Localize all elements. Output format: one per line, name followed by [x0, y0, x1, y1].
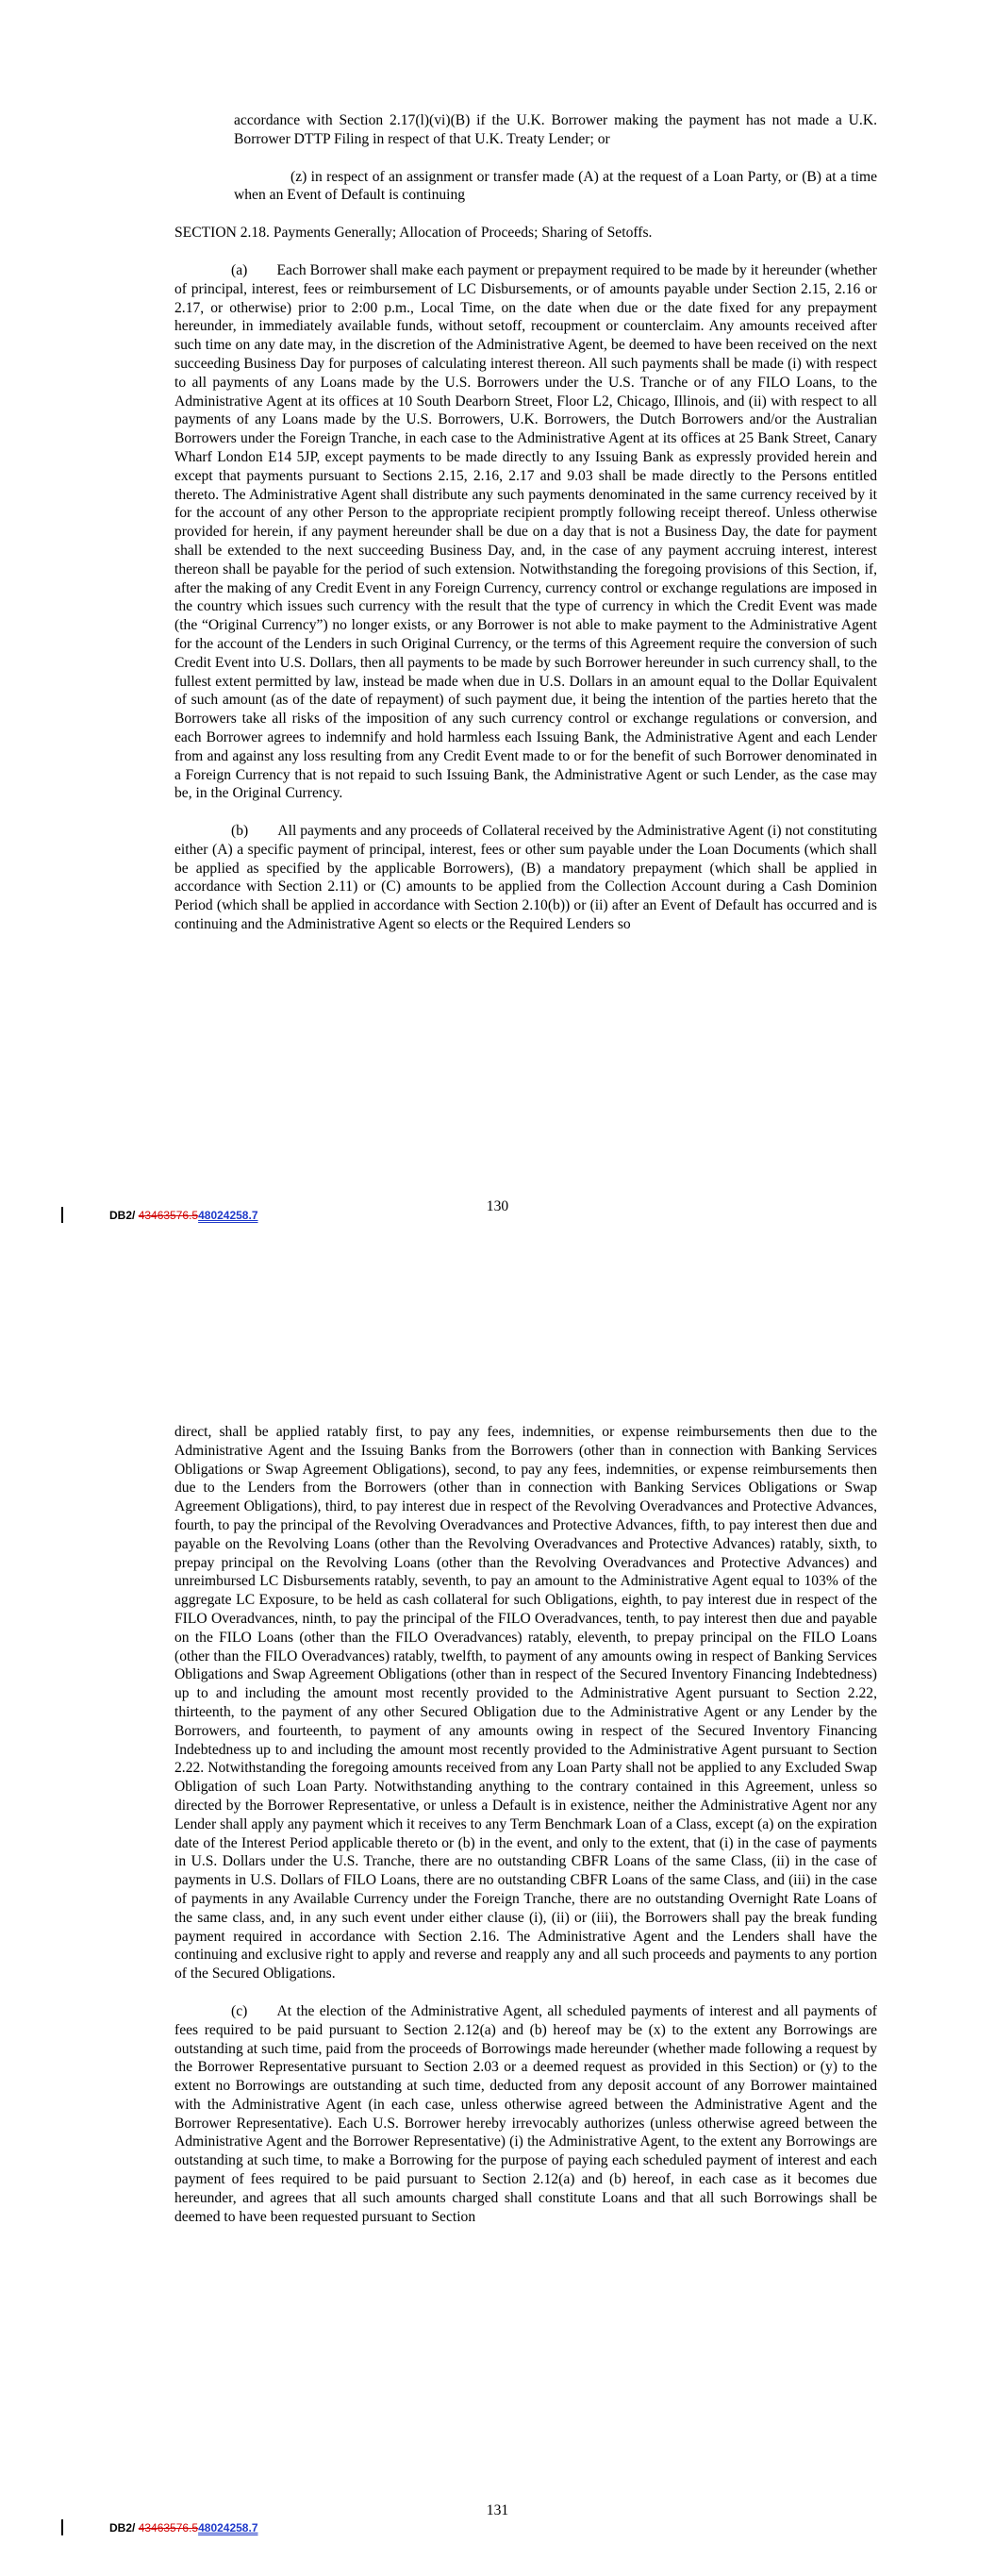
paragraph-continuation: accordance with Section 2.17(l)(vi)(B) if the U.K. Borrower making the payment has not made a U.K. Borrower DTTP Filing in respect of that U.K. Treaty Lender; or: [234, 112, 877, 147]
paragraph-b-continued: direct, shall be applied ratably first, to pay any fees, indemnities, or expense reimbursements then due to the Administrative Agent and the Issuing Banks from the Borrowers (other than in connection with Banking Services Obligations or Swap Agreement Obligations), second, to pay any fees, indemnities, or expense reimbursements then due to the Lenders from the Borrowers (other than in connection with Banking Services Obligations or Swap Agreement Obligations), third, to pay interest due in respect of the Revolving Overadvances and Protective Advances, fourth, to pay the principal of the Revolving Overadvances and Protective Advances, fifth, to pay interest then due and payable on the Revolving Loans (other than the Revolving Overadvances and Protective Advances) ratably, sixth, to prepay principal on the Revolving Loans (other than the Revolving Overadvances and Protective Advances) and unreimbursed LC Disbursements ratably, seventh, to pay an amount to the Administrative Agent equal to 103% of the aggregate LC Exposure, to be held as cash collateral for such Obligations, eighth, to pay interest due in respect of the FILO Overadvances, ninth, to pay the principal of the FILO Overadvances, tenth, to pay interest then due and payable on the FILO Loans (other than the FILO Overadvances) ratably, eleventh, to prepay principal on the FILO Loans (other than the FILO Overadvances) ratably, twelfth, to payment of any amounts owing in respect of Banking Services Obligations and Swap Agreement Obligations (other than in respect of the Secured Inventory Financing Indebtedness) up to and including the amount most recently provided to the Administrative Agent pursuant to Section 2.22, thirteenth, to the payment of any other Secured Obligation due to the Administrative Agent or any Lender by the Borrowers, and fourteenth, to payment of any amounts owing in respect of the Secured Inventory Financing Indebtedness up to and including the amount most recently provided to the Administrative Agent pursuant to Section 2.22. Notwithstanding the foregoing amounts received from any Loan Party shall not be applied to any Excluded Swap Obligation of such Loan Party. Notwithstanding anything to the contrary contained in this Agreement, unless so directed by the Borrower Representative, or unless a Default is in existence, neither the Administrative Agent nor any Lender shall apply any payment which it receives to any Term Benchmark Loan of a Class, except (a) on the expiration date of the Interest Period applicable thereto or (b) in the event, and only to the extent, that (i) in the case of payments in U.S. Dollars under the U.S. Tranche, there are no outstanding CBFR Loans of the same Class, (ii) in the case of payments in U.S. Dollars of FILO Loans, there are no outstanding CBFR Loans of the same Class, and (iii) in the case of payments in any Available Currency under the Foreign Tranche, there are no outstanding Overnight Rate Loans of the same class, and, in any such event under either clause (i), (ii) or (iii), the Borrowers shall pay the break funding payment required in accordance with Section 2.16. The Administrative Agent and the Lenders shall have the continuing and exclusive right to apply and reverse and reapply any and all such proceeds and payments to any portion of the Secured Obligations.: [174, 1424, 877, 1982]
change-bar: [61, 1207, 63, 1223]
docid-inserted: 48024258.7: [198, 2521, 258, 2534]
docid-prefix: DB2/: [109, 2521, 139, 2534]
docid-prefix: DB2/: [109, 1209, 139, 1222]
docid-inserted: 48024258.7: [198, 1209, 258, 1222]
paragraph-z: (z) in respect of an assignment or transfer made (A) at the request of a Loan Party, or (B) at a time when an Event of Default is continuing: [234, 168, 877, 204]
change-bar: [61, 2519, 63, 2535]
document-id: [109, 2521, 258, 2534]
page-131-body: [174, 1423, 877, 2226]
page-number: 130: [486, 1198, 509, 1214]
page-130-body: [174, 111, 877, 934]
page-130: [0, 0, 995, 1227]
section-heading: SECTION 2.18. Payments Generally; Allocation of Proceeds; Sharing of Setoffs.: [174, 225, 653, 242]
paragraph-b: (b) All payments and any proceeds of Collateral received by the Administrative Agent (i) not constituting either (A) a specific payment of principal, interest, fees or other sum payable under the Loan Documents (which shall be applied as specified by the applicable Borrowers), (B) a mandatory prepayment (which shall be applied in accordance with Section 2.11) or (C) amounts to be applied from the Collection Account during a Cash Dominion Period (which shall be applied in accordance with Section 2.10(b)) or (ii) after an Event of Default has occurred and is continuing and the Administrative Agent so elects or the Required Lenders so: [174, 823, 877, 933]
page-number: 131: [486, 2502, 509, 2518]
docid-deleted: 43463576.5: [138, 1209, 199, 1222]
paragraph-c: (c) At the election of the Administrative Agent, all scheduled payments of interest and all payments of fees required to be paid pursuant to Section 2.12(a) and (b) hereof may be (x) to the extent any Borrowings are outstanding at such time, paid from the proceeds of Borrowings made hereunder (whether made following a request by the Borrower Representative pursuant to Section 2.03 or a deemed request as provided in this Section) or (y) to the extent no Borrowings are outstanding at such time, deducted from any deposit account of any Borrower maintained with the Administrative Agent (in each case, unless otherwise agreed between the Administrative Agent and the Borrower Representative). Each U.S. Borrower hereby irrevocably authorizes (unless otherwise agreed between the Administrative Agent and the Borrower Representative) (i) the Administrative Agent, to the extent any Borrowings are outstanding at such time, to make a Borrowing for the purpose of paying each scheduled payment of interest and each payment of fees required to be paid pursuant to Section 2.12(a) and (b) hereof, in each case as it becomes due hereunder, and agrees that all such amounts charged shall constitute Loans and that all such Borrowings shall be deemed to have been requested pursuant to Section: [174, 2002, 877, 2225]
paragraph-a: (a) Each Borrower shall make each payment or prepayment required to be made by it hereunder (whether of principal, interest, fees or reimbursement of LC Disbursements, or of amounts payable under Section 2.15, 2.16 or 2.17, or otherwise) prior to 2:00 p.m., Local Time, on the date when due or the date fixed for any prepayment hereunder, in immediately available funds, without setoff, recoupment or counterclaim. Any amounts received after such time on any date may, in the discretion of the Administrative Agent, be deemed to have been received on the next succeeding Business Day for purposes of calculating interest thereon. All such payments shall be made (i) with respect to all payments of any Loans made by the U.S. Borrowers under the U.S. Tranche or of any FILO Loans, to the Administrative Agent at its offices at 10 South Dearborn Street, Floor L2, Chicago, Illinois, and (ii) with respect to all payments of any Loans made by the U.S. Borrowers, U.K. Borrowers, the Dutch Borrowers and/or the Australian Borrowers under the Foreign Tranche, in each case to the Administrative Agent at its offices at 25 Bank Street, Canary Wharf London E14 5JP, except payments to be made directly to any Issuing Bank as expressly provided herein and except that payments pursuant to Sections 2.15, 2.16, 2.17 and 9.03 shall be made directly to the Persons entitled thereto. The Administrative Agent shall distribute any such payments denominated in the same currency received by it for the account of any other Person to the appropriate recipient promptly following receipt thereof. Unless otherwise provided for herein, if any payment hereunder shall be due on a day that is not a Business Day, the date for payment shall be extended to the next succeeding Business Day, and, in the case of any payment accruing interest, interest thereon shall be payable for the period of such extension. Notwithstanding the foregoing provisions of this Section, if, after the making of any Credit Event in any Foreign Currency, currency control or exchange regulations are imposed in the country which issues such currency with the result that the type of currency in which the Credit Event was made (the “Original Currency”) no longer exists, or any Borrower is not able to make payment to the Administrative Agent for the account of the Lenders in such Original Currency, or the terms of this Agreement require the conversion of such Credit Event into U.S. Dollars, then all payments to be made by such Borrower hereunder in such currency shall, to the fullest extent permitted by law, instead be made when due in U.S. Dollars in an amount equal to the Dollar Equivalent of such amount (as of the date of repayment) of such payment due, it being the intention of the parties hereto that the Borrowers take all risks of the imposition of any such currency control or exchange regulations or conversion, and each Borrower agrees to indemnify and hold harmless each Issuing Bank, the Administrative Agent and each Lender from and against any loss resulting from any Credit Event made to or for the benefit of such Borrower denominated in a Foreign Currency that is not repaid to such Issuing Bank, the Administrative Agent or such Lender, as the case may be, in the Original Currency.: [174, 261, 877, 802]
page-131: [0, 1227, 995, 2576]
docid-deleted: 43463576.5: [138, 2521, 199, 2534]
document-id: [109, 1209, 258, 1222]
